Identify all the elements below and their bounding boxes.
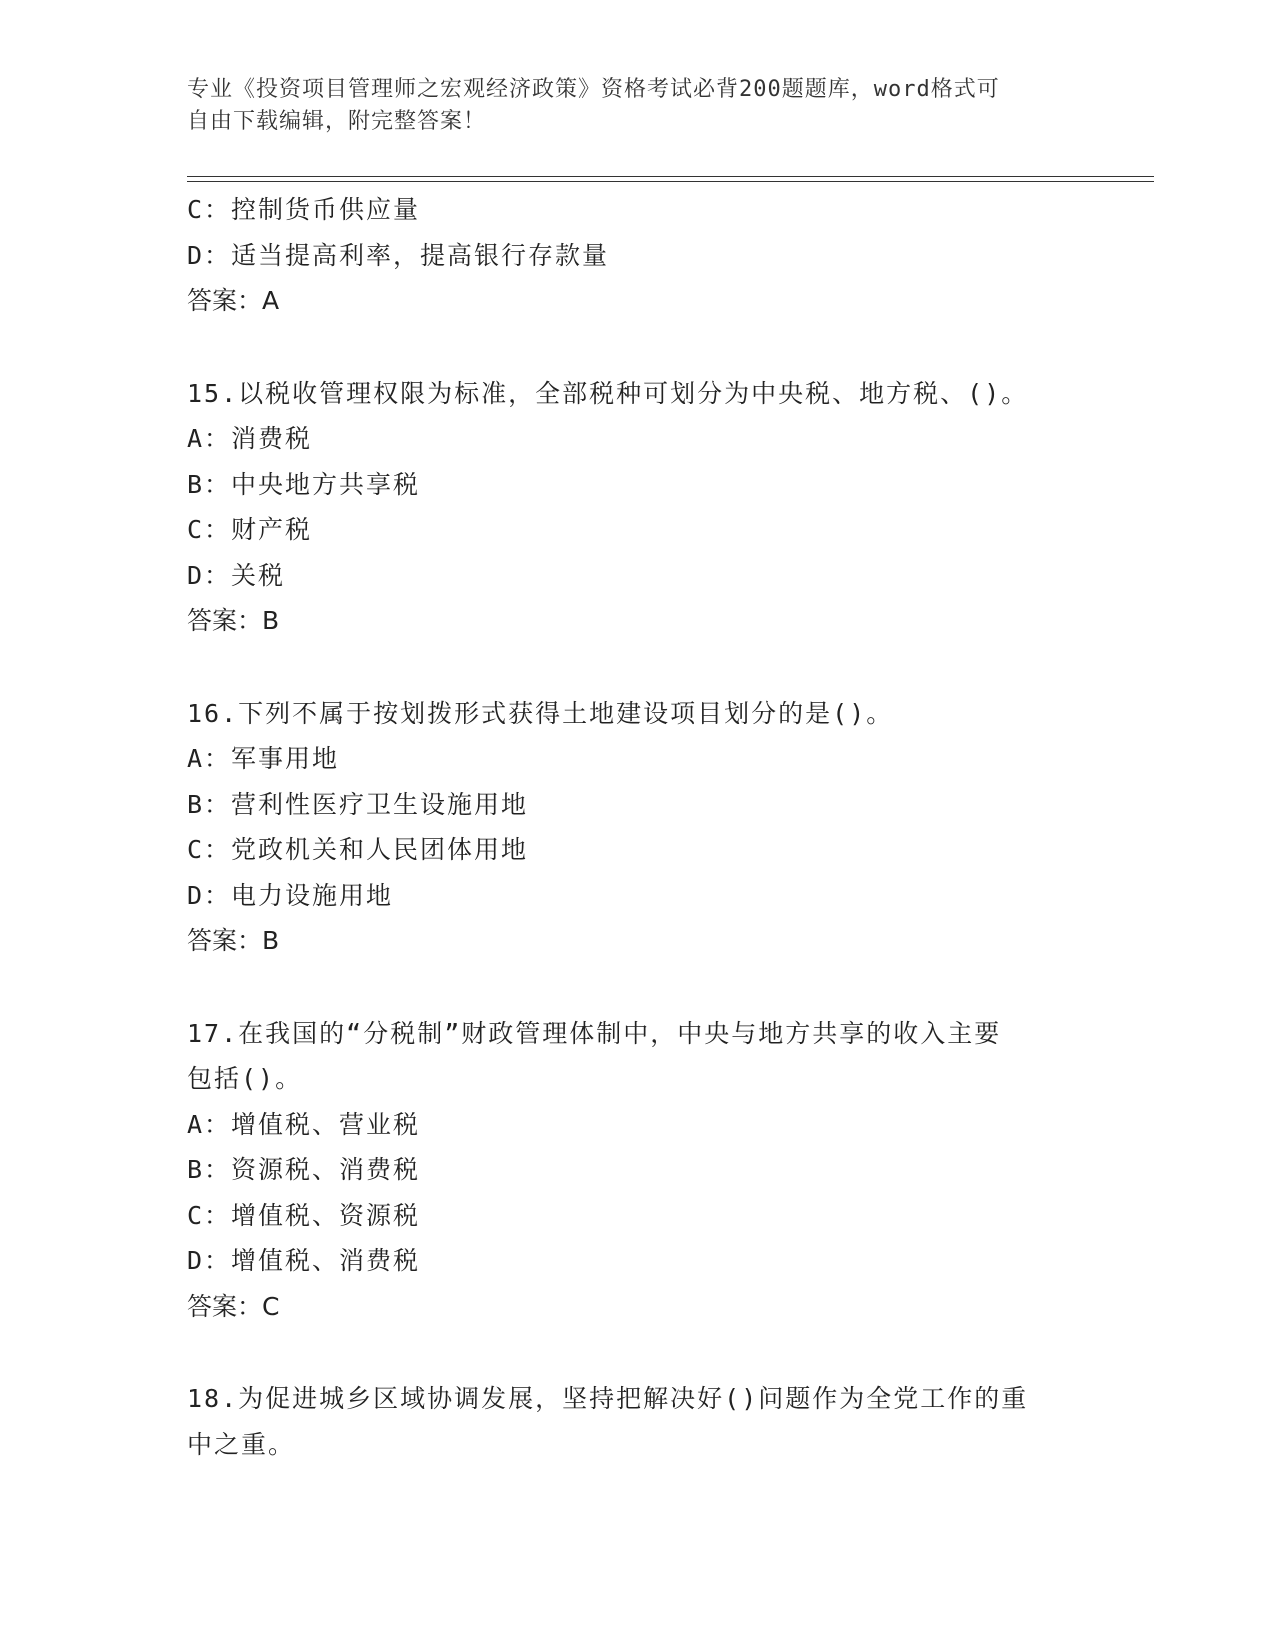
- answer-line: 答案：B: [187, 926, 280, 955]
- question-block-18: [187, 1376, 1087, 1467]
- spacer: [187, 1329, 1087, 1376]
- option-d: D：电力设施用地: [187, 880, 394, 910]
- option-d: D：关税: [187, 560, 286, 590]
- answer-line: 答案：B: [187, 606, 280, 635]
- option-b: B：资源税、消费税: [187, 1155, 421, 1184]
- question-block-16: [187, 691, 1087, 964]
- header-line-2: 自由下载编辑，附完整答案！: [187, 109, 487, 134]
- question-stem-line-1: 17.在我国的“分税制”财政管理体制中，中央与地方共享的收入主要: [187, 1018, 1002, 1048]
- option-b: B：中央地方共享税: [187, 469, 421, 499]
- option-c: C：增值税、资源税: [187, 1200, 421, 1230]
- question-block-prev: [187, 187, 1087, 324]
- header-line-1: 专业《投资项目管理师之宏观经济政策》资格考试必背200题题库，word格式可: [187, 77, 1000, 102]
- spacer: [187, 324, 1087, 371]
- spacer: [187, 644, 1087, 691]
- option-c: C：党政机关和人民团体用地: [187, 835, 529, 864]
- option-a: A：增值税、营业税: [187, 1109, 421, 1139]
- option-a: A：消费税: [187, 424, 313, 453]
- option-d: D：适当提高利率，提高银行存款量: [187, 240, 610, 270]
- header-divider-bottom: [187, 181, 1154, 182]
- option-c: C：财产税: [187, 515, 313, 544]
- question-stem: 15.以税收管理权限为标准，全部税种可划分为中央税、地方税、()。: [187, 378, 1029, 408]
- answer-line: 答案：A: [187, 286, 280, 315]
- question-stem-line-2: 包括()。: [187, 1064, 303, 1093]
- option-d: D：增值税、消费税: [187, 1246, 421, 1275]
- question-list: [187, 187, 1087, 1467]
- option-a: A：军事用地: [187, 744, 340, 773]
- document-header: [187, 74, 1067, 138]
- answer-line: 答案：C: [187, 1291, 280, 1321]
- header-divider-top: [187, 176, 1154, 177]
- question-stem-line-1: 18.为促进城乡区域协调发展，坚持把解决好()问题作为全党工作的重: [187, 1384, 1029, 1413]
- option-b: B：营利性医疗卫生设施用地: [187, 789, 529, 819]
- question-stem-line-2: 中之重。: [187, 1429, 296, 1459]
- question-block-15: [187, 371, 1087, 644]
- spacer: [187, 964, 1087, 1011]
- question-block-17: [187, 1011, 1087, 1330]
- option-c: C：控制货币供应量: [187, 195, 421, 224]
- question-stem: 16.下列不属于按划拨形式获得土地建设项目划分的是()。: [187, 698, 894, 728]
